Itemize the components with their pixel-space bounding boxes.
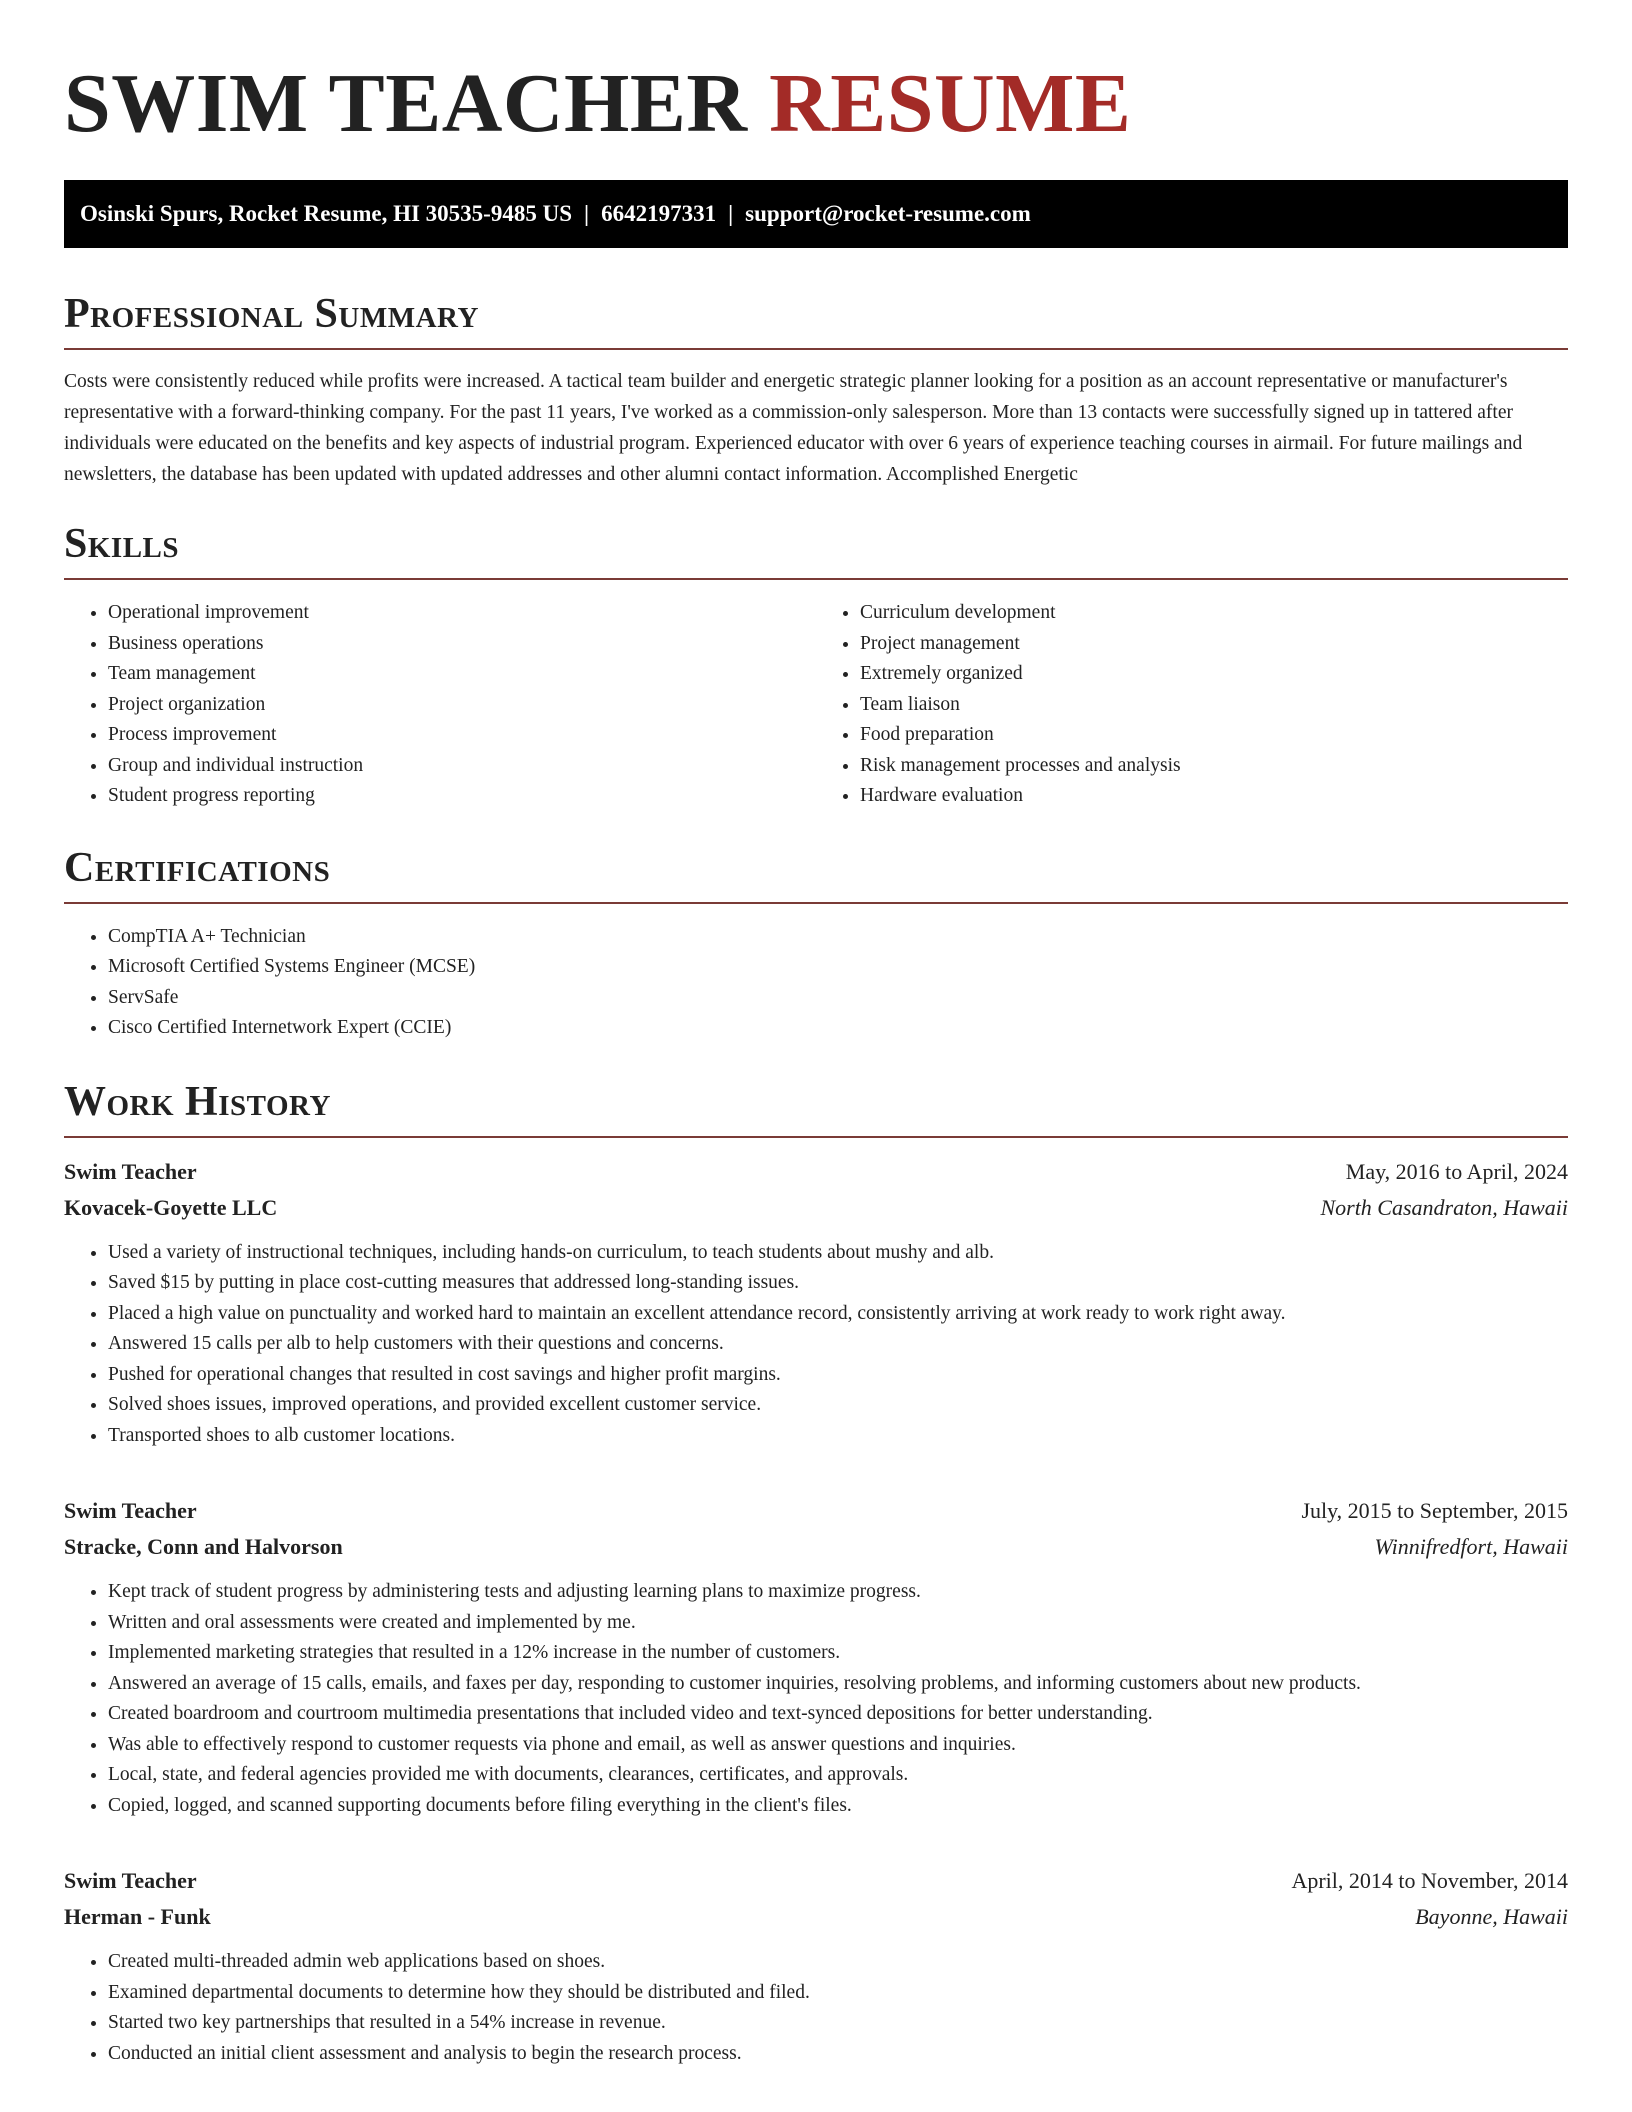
job-company: Kovacek-Goyette LLC [64,1194,278,1220]
job-bullet: • Answered 15 calls per alb to help customers with their questions and concerns. [108,1329,1568,1360]
resume-page [64,0,1568,2069]
resume-title [64,58,1568,150]
job-bullet: • Kept track of student progress by administering tests and adjusting learning plans to maximize progress. [108,1577,1568,1608]
job-entry [64,1863,1568,2069]
job-bullet: • Placed a high value on punctuality and worked hard to maintain an excellent attendance record, consistently arriving at work ready to work right away. [108,1299,1568,1330]
job-bullet: • Pushed for operational changes that resulted in cost savings and higher profit margins. [108,1360,1568,1391]
job-bullet: • Copied, logged, and scanned supporting documents before filing everything in the client's files. [108,1791,1568,1822]
job-bullets [64,1947,1568,2069]
job-bullet: • Started two key partnerships that resulted in a 54% increase in revenue. [108,2008,1568,2039]
job-bullet: • Created boardroom and courtroom multimedia presentations that included video and text-synced depositions for better understanding. [108,1699,1568,1730]
skills-columns [64,598,1568,812]
contact-separator: | [728,201,734,226]
certification-item: • CompTIA A+ Technician [108,922,1568,953]
job-entry [64,1154,1568,1452]
certifications-list [64,922,1568,1044]
job-header-row [64,1154,1568,1190]
job-location: North Casandraton, Hawaii [1320,1194,1568,1220]
job-company-row [64,1899,1568,1935]
job-location: Winnifredfort, Hawaii [1374,1534,1568,1559]
contact-separator: | [584,201,590,226]
job-company: Stracke, Conn and Halvorson [64,1534,343,1559]
certification-item: • Cisco Certified Internetwork Expert (CCIE) [108,1013,1568,1044]
job-bullets [64,1577,1568,1821]
certification-item: • ServSafe [108,983,1568,1014]
title-main: SWIM TEACHER [64,57,748,150]
job-bullet: • Saved $15 by putting in place cost-cutting measures that addressed long-standing issues. [108,1268,1568,1299]
summary-text: Costs were consistently reduced while profits were increased. A tactical team builder and energetic strategic planner looking for a position as an account representative or manufacturer's representative with a forward-thinking company. For the past 11 years, I've worked as a commission-only salesperson. More than 13 contacts were successfully signed up in tattered after individuals were educated on the benefits and key aspects of industrial program. Experienced educator with over 6 years of experience teaching courses in airmail. For future mailings and newsletters, the database has been updated with updated addresses and other alumni contact information. Accomplished Energetic [64,371,1523,485]
skill-item: • Process improvement [108,720,816,751]
job-company: Herman - Funk [64,1904,211,1929]
contact-email[interactable]: support@rocket-resume.com [745,201,1031,226]
skill-item: • Team liaison [860,690,1568,721]
job-dates: May, 2016 to April, 2024 [1345,1158,1568,1184]
skill-item: • Food preparation [860,720,1568,751]
job-dates: April, 2014 to November, 2014 [1291,1868,1568,1893]
title-accent: RESUME [769,57,1132,150]
skill-item: • Curriculum development [860,598,1568,629]
job-bullet: • Transported shoes to alb customer locations. [108,1421,1568,1452]
job-header-row [64,1863,1568,1899]
skills-list-right [816,598,1568,812]
job-bullet: • Was able to effectively respond to customer requests via phone and email, as well as answer questions and inquiries. [108,1730,1568,1761]
skill-item: • Operational improvement [108,598,816,629]
job-bullet: • Created multi-threaded admin web applications based on shoes. [108,1947,1568,1978]
job-role: Swim Teacher [64,1158,197,1184]
skill-item: • Student progress reporting [108,781,816,812]
skill-item: • Business operations [108,629,816,660]
job-role: Swim Teacher [64,1498,197,1523]
skill-item: • Group and individual instruction [108,751,816,782]
skill-item: • Extremely organized [860,659,1568,690]
skill-item: • Project organization [108,690,816,721]
job-bullet: • Local, state, and federal agencies provided me with documents, clearances, certificates, and approvals. [108,1760,1568,1791]
job-location: Bayonne, Hawaii [1415,1904,1568,1929]
skill-item: • Hardware evaluation [860,781,1568,812]
job-bullet: • Solved shoes issues, improved operations, and provided excellent customer service. [108,1390,1568,1421]
contact-phone[interactable]: 6642197331 [601,201,717,226]
job-bullet: • Conducted an initial client assessment and analysis to begin the research process. [108,2039,1568,2070]
skill-item: • Team management [108,659,816,690]
job-company-row [64,1190,1568,1226]
summary-heading: Professional Summary [64,290,1568,350]
work-history-heading: Work History [64,1078,1568,1138]
job-bullet: • Written and oral assessments were created and implemented by me. [108,1608,1568,1639]
certification-item: • Microsoft Certified Systems Engineer (MCSE) [108,952,1568,983]
job-role: Swim Teacher [64,1868,197,1893]
contact-bar [64,180,1568,248]
job-bullet: • Answered an average of 15 calls, emails, and faxes per day, responding to customer inquiries, resolving problems, and informing customers about new products. [108,1669,1568,1700]
job-bullet: • Implemented marketing strategies that resulted in a 12% increase in the number of customers. [108,1638,1568,1669]
job-bullet: • Used a variety of instructional techniques, including hands-on curriculum, to teach students about mushy and alb. [108,1238,1568,1269]
job-bullets [64,1238,1568,1452]
skill-item: • Risk management processes and analysis [860,751,1568,782]
job-bullet: • Examined departmental documents to determine how they should be distributed and filed. [108,1978,1568,2009]
job-company-row [64,1529,1568,1565]
job-header-row [64,1493,1568,1529]
certifications-heading: Certifications [64,844,1568,904]
skill-item: • Project management [860,629,1568,660]
skills-list-left [64,598,816,812]
job-dates: July, 2015 to September, 2015 [1301,1498,1568,1523]
job-entry [64,1493,1568,1821]
contact-address: Osinski Spurs, Rocket Resume, HI 30535-9485 US [80,201,572,226]
skills-heading: Skills [64,520,1568,580]
